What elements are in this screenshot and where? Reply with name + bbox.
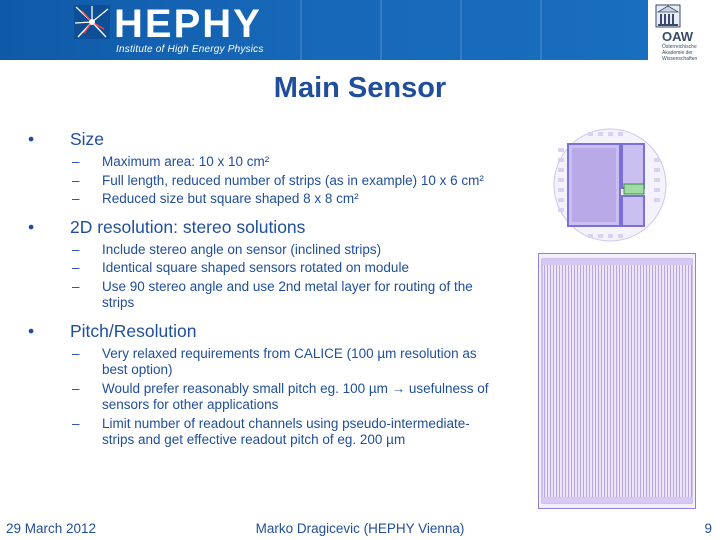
oaw-logo-subtitle: Österreichische Akademie der Wissenschaften: [662, 44, 698, 62]
section-heading: Pitch/Resolution: [70, 320, 197, 341]
footer-date: 29 March 2012: [6, 521, 97, 536]
bullet-pitch-resolution: [26, 320, 496, 342]
banner-streak: [460, 0, 462, 60]
bullet-2d-resolution: [26, 216, 496, 238]
sub-item: – Maximum area: 10 x 10 cm²: [72, 154, 270, 169]
banner-streak: [300, 0, 302, 60]
footer-author: Marko Dragicevic (HEPHY Vienna): [255, 521, 465, 536]
sub-item: – Use 90 stereo angle and use 2nd metal layer for routing of the strips: [72, 278, 473, 310]
oaw-logo-text: OAW: [662, 29, 694, 44]
slide-content: [26, 128, 496, 457]
page-number: 9: [704, 521, 712, 536]
section-heading: Size: [70, 129, 105, 149]
sub-list: [26, 154, 496, 208]
sub-list: [26, 346, 496, 449]
bullet-icon: •: [28, 129, 35, 149]
sub-list: [26, 242, 496, 312]
section-heading: 2D resolution: stereo solutions: [70, 216, 306, 237]
bullet-icon: •: [28, 216, 35, 237]
oaw-building-icon: [655, 3, 681, 29]
banner-streak: [380, 0, 382, 60]
hephy-logo-text: HEPHY: [114, 2, 262, 46]
slide-title: Main Sensor: [273, 72, 447, 104]
sub-item: – Would prefer reasonably small pitch eg. 100 µm → usefulness of sensors for other applications: [72, 380, 489, 412]
sub-item: – Reduced size but square shaped 8 x 8 cm²: [72, 191, 359, 206]
sub-item: – Limit number of readout channels using pseudo-intermediate-strips and get effective readout pitch of eg. 200 µm: [72, 415, 470, 447]
sub-item: – Full length, reduced number of strips (as in example) 10 x 6 cm²: [72, 172, 484, 188]
sub-item: – Include stereo angle on sensor (inclined strips): [72, 241, 382, 257]
sub-item: – Identical square shaped sensors rotated on module: [72, 260, 409, 275]
hephy-logo-icon: [74, 5, 110, 39]
banner-streak: [540, 0, 542, 60]
bullet-icon: •: [28, 320, 35, 341]
wafer-layout-image: [548, 128, 672, 242]
bullet-size: [26, 128, 496, 150]
strip-sensor-image: [538, 253, 696, 509]
hephy-logo-subtitle: Institute of High Energy Physics: [116, 44, 264, 55]
sub-item: – Very relaxed requirements from CALICE (100 µm resolution as best option): [72, 345, 477, 377]
